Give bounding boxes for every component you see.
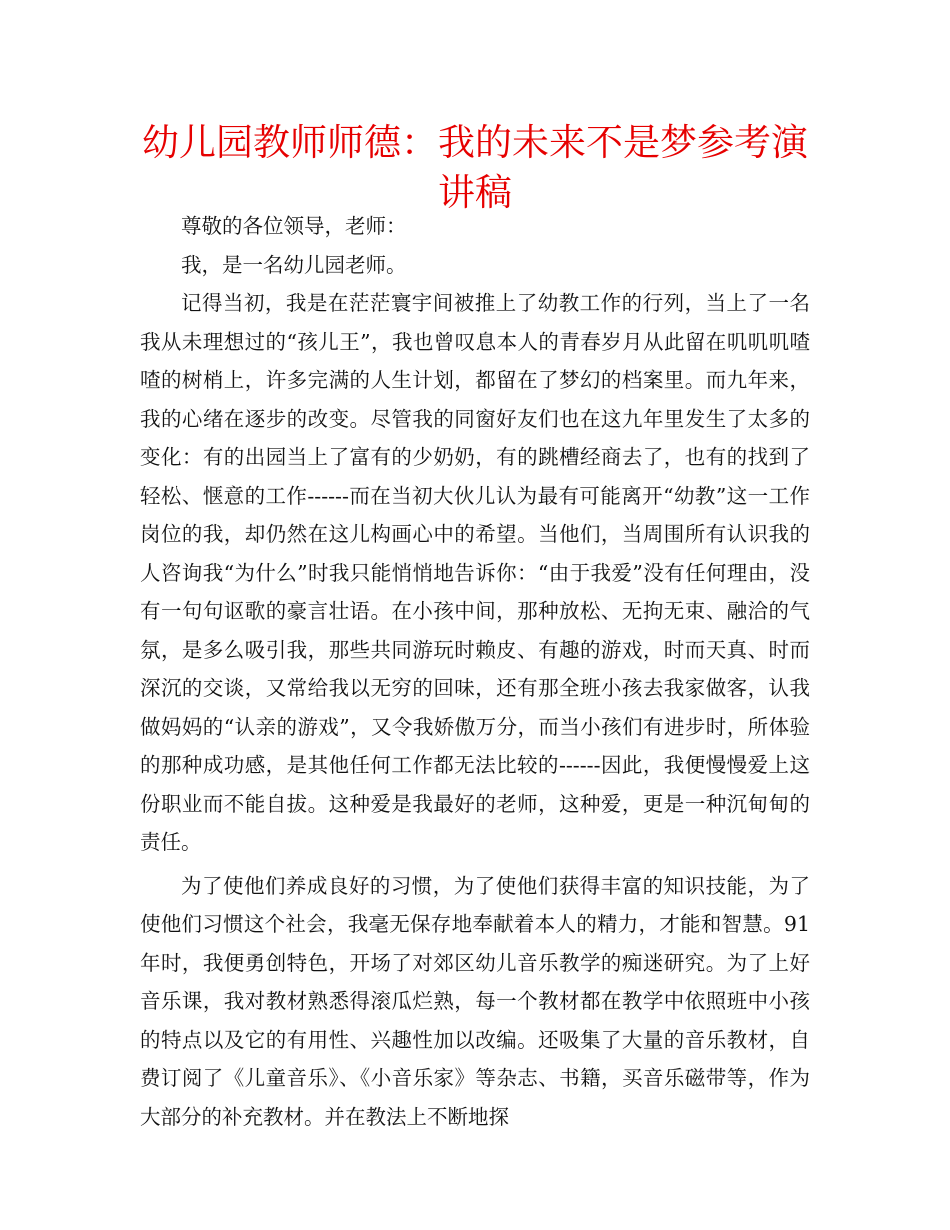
salutation-paragraph: 尊敬的各位领导，老师：: [181, 214, 407, 238]
document-body: [140, 207, 810, 1136]
body-paragraph: 为了使他们养成良好的习惯，为了使他们获得丰富的知识技能，为了使他们习惯这个社会，我毫无保存地奉献着本人的精力，才能和智慧。91年时，我便勇创特色，开场了对郊区幼儿音乐教学的痴迷研究。为了上好音乐课，我对教材熟悉得滚瓜烂熟，每一个教材都在教学中依照班中小孩的特点以及它的有用性、兴趣性加以改编。还吸集了大量的音乐教材，自费订阅了《儿童音乐》、《小音乐家》等杂志、书籍，买音乐磁带等，作为大部分的补充教材。并在教法上不断地探: [140, 873, 810, 1129]
body-paragraph: 记得当初，我是在茫茫寰宇间被推上了幼教工作的行列，当上了一名我从未理想过的“孩儿王”，我也曾叹息本人的青春岁月从此留在叽叽叽喳喳的树梢上，许多完满的人生计划，都留在了梦幻的档案里。而九年来，我的心绪在逐步的改变。尽管我的同窗好友们也在这九年里发生了太多的变化：有的出园当上了富有的少奶奶，有的跳槽经商去了，也有的找到了轻松、惬意的工作------而在当初大伙儿认为最有可能离开“幼教”这一工作岗位的我，却仍然在这儿构画心中的希望。当他们，当周围所有认识我的人咨询我“为什么”时我只能悄悄地告诉你：“由于我爱”没有任何理由，没有一句句讴歌的豪言壮语。在小孩中间，那种放松、无拘无束、融洽的气氛，是多么吸引我，那些共同游玩时赖皮、有趣的游戏，时而天真、时而深沉的交谈，又常给我以无穷的回味，还有那全班小孩去我家做客，认我做妈妈的“认亲的游戏”，又令我娇傲万分，而当小孩们有进步时，所体验的那种成功感，是其他任何工作都无法比较的------因此，我便慢慢爱上这份职业而不能自拔。这种爱是我最好的老师，这种爱，更是一种沉甸甸的责任。: [140, 291, 810, 854]
intro-paragraph: 我，是一名幼儿园老师。: [181, 252, 407, 277]
document-title: 幼儿园教师师德：我的未来不是梦参考演讲稿: [142, 121, 808, 214]
